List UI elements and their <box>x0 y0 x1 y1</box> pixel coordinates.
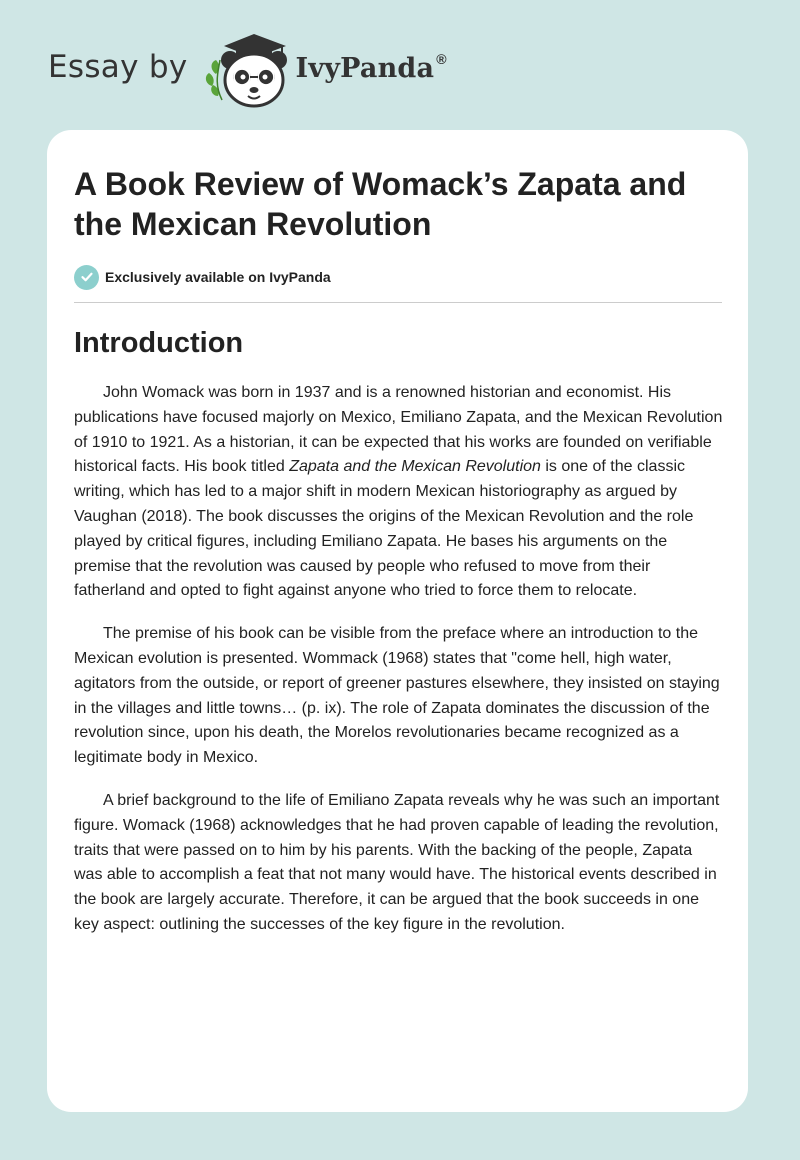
exclusive-badge <box>74 264 722 290</box>
site-header <box>48 30 447 110</box>
section-heading: Introduction <box>74 327 244 359</box>
book-title-italic: Zapata and the Mexican Revolution <box>289 458 541 476</box>
brand-name: IvyPanda <box>295 52 435 84</box>
paragraph-1 <box>74 381 724 604</box>
exclusive-label: Exclusively available on IvyPanda <box>105 269 331 285</box>
paragraph-1-text-start: John Womack was born in 1937 and is a renowned historian and economist. His publications have focused majorly on Mexico, Emiliano Zapata, and the Mexican Revolution of 1910 to 1921. As a historian, it can be expected that his works are founded on verifiable historical facts. His book titled <box>74 384 723 476</box>
ivy-leaf-icon <box>205 60 221 100</box>
check-circle-icon <box>74 265 99 290</box>
panda-logo-icon[interactable] <box>202 30 294 110</box>
paragraph-2: The premise of his book can be visible from the preface where an introduction to the Mexican evolution is presented. Wommack (1968) states that "come hell, high water, agitators from the outside, or report of greener pastures elsewhere, they insisted on staying in the villages and little towns… (p. ix). The role of Zapata dominates the discussion of the revolution since, upon his death, the Morelos revolutionaries became recognized as a legitimate body in Mexico. <box>74 625 720 767</box>
brand-wordmark[interactable] <box>295 50 447 84</box>
paragraph-1-text-end: is one of the classic writing, which has led to a major shift in modern Mexican historiography as argued by Vaughan (2018). The book discusses the origins of the Mexican Revolution and the role played by critical figures, including Emiliano Zapata. He bases his arguments on the premise that the revolution was caused by people who refused to move from their fatherland and opted to fight against anyone who tried to force them to relocate. <box>74 458 694 600</box>
essay-by-label: Essay by <box>48 49 188 85</box>
essay-title: A Book Review of Womack’s Zapata and the Mexican Revolution <box>74 166 687 242</box>
paragraph-3: A brief background to the life of Emiliano Zapata reveals why he was such an important figure. Womack (1968) acknowledges that he had proven capable of leading the revolution, traits that were passed on to him by his parents. With the backing of the people, Zapata was able to accomplish a feat that not many would have. The historical events described in the book are largely accurate. Therefore, it can be argued that the book succeeds in one key aspect: outlining the successes of the key figure in the revolution. <box>74 791 720 933</box>
registered-mark: ® <box>436 50 447 67</box>
essay-card <box>47 130 748 1112</box>
divider <box>74 302 722 303</box>
